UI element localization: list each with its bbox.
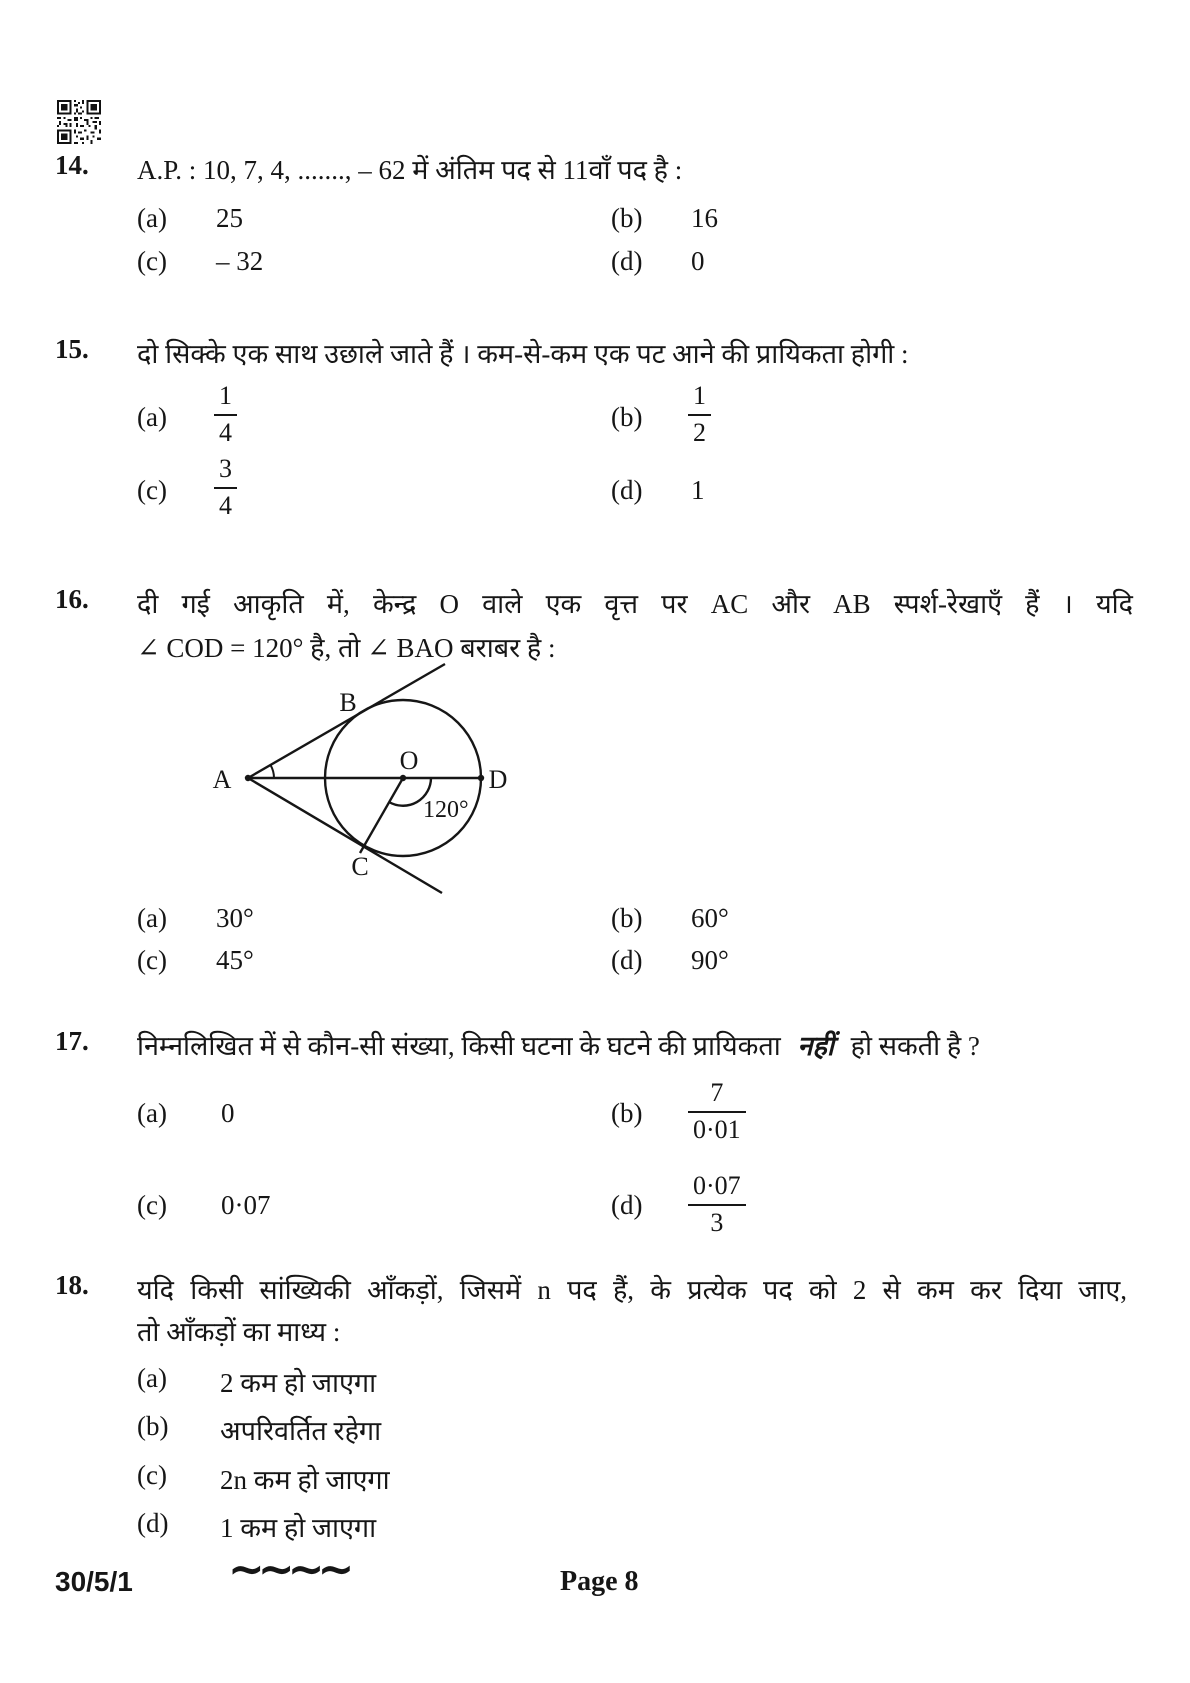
radius-OC (360, 778, 403, 853)
q17-option-a-label: (a) (137, 1098, 167, 1128)
q14-option-d-label: (d) (611, 246, 643, 276)
q17-option-b-fraction (688, 1078, 746, 1145)
q17-text-emphasis: नहीं (797, 1031, 834, 1061)
point-D (478, 775, 484, 781)
q15-option-a-label: (a) (137, 402, 167, 432)
q18-option-b-label: (b) (137, 1411, 169, 1441)
fraction-denominator: 0·01 (693, 1114, 741, 1144)
figure-label-D: D (488, 765, 508, 794)
q15-option-d-label: (d) (611, 475, 643, 505)
q14-option-a-label: (a) (137, 203, 167, 233)
q14-option-b-label: (b) (611, 203, 643, 233)
fraction-numerator: 7 (688, 1078, 746, 1113)
fraction-denominator: 4 (219, 490, 232, 520)
q16-option-c-label: (c) (137, 945, 167, 975)
q18-option-d-label: (d) (137, 1508, 169, 1538)
question-15-number: 15. (55, 334, 89, 364)
question-18-number: 18. (55, 1270, 89, 1300)
question-16-text-line1: दी गई आकृति में, केन्द्र O वाले एक वृत्त पर AC और AB स्पर्श-रेखाएँ हैं । यदि (137, 589, 1133, 619)
figure-label-C: C (351, 852, 369, 881)
q16-option-b-value: 60° (691, 903, 729, 933)
fraction-numerator: 3 (214, 454, 237, 489)
q15-option-c-fraction (214, 454, 237, 521)
q14-option-c-label: (c) (137, 246, 167, 276)
q16-option-b-label: (b) (611, 903, 643, 933)
q18-option-a-label: (a) (137, 1363, 167, 1393)
question-14-text: A.P. : 10, 7, 4, ......., – 62 में अंतिम पद से 11वाँ पद है : (137, 155, 683, 185)
q16-option-c-value: 45° (216, 945, 254, 975)
question-18-text-line2: तो आँकड़ों का माध्य : (137, 1317, 341, 1347)
q17-option-c-label: (c) (137, 1190, 167, 1220)
fraction-numerator: 1 (688, 381, 711, 416)
q18-option-a-value: 2 कम हो जाएगा (220, 1368, 377, 1398)
q18-option-b-value: अपरिवर्तित रहेगा (220, 1416, 382, 1446)
q17-text-before: निम्नलिखित में से कौन-सी संख्या, किसी घटना के घटने की प्रायिकता (137, 1031, 781, 1061)
fraction-denominator: 4 (219, 417, 232, 447)
footer-paper-code: 30/5/1 (55, 1566, 133, 1597)
q15-option-b-label: (b) (611, 402, 643, 432)
point-A (245, 775, 251, 781)
question-16-text-line2: ∠ COD = 120° है, तो ∠ BAO बराबर है : (137, 633, 556, 663)
angle-arc-A (271, 765, 275, 778)
q17-text-after: हो सकती है ? (850, 1031, 980, 1061)
q18-option-c-label: (c) (137, 1460, 167, 1490)
question-16-number: 16. (55, 584, 89, 614)
question-18-text-line1: यदि किसी सांख्यिकी आँकड़ों, जिसमें n पद हैं, के प्रत्येक पद को 2 से कम कर दिया जाए, (137, 1275, 1127, 1305)
qr-code (57, 100, 101, 144)
q14-option-c-value: – 32 (216, 246, 264, 276)
circle-tangents-figure (180, 655, 510, 905)
question-17-number: 17. (55, 1026, 89, 1056)
q15-option-b-fraction (688, 381, 711, 448)
q17-option-d-label: (d) (611, 1190, 643, 1220)
fraction-numerator: 0·07 (688, 1171, 746, 1206)
q15-option-c-label: (c) (137, 475, 167, 505)
q16-option-d-value: 90° (691, 945, 729, 975)
q17-option-c-value: 0·07 (221, 1190, 271, 1220)
q14-option-b-value: 16 (691, 203, 718, 233)
q15-option-d-value: 1 (691, 475, 705, 505)
footer-page-label: Page 8 (560, 1566, 639, 1597)
figure-angle-label: 120° (423, 797, 469, 823)
point-O (400, 775, 406, 781)
question-15-text: दो सिक्के एक साथ उछाले जाते हैं । कम-से-कम एक पट आने की प्रायिकता होगी : (137, 339, 909, 369)
q16-option-a-value: 30° (216, 903, 254, 933)
figure-label-A: A (212, 765, 232, 794)
q17-option-d-fraction (688, 1171, 746, 1238)
question-14-number: 14. (55, 150, 89, 180)
q15-option-a-fraction (214, 381, 237, 448)
fraction-denominator: 3 (710, 1207, 724, 1237)
tangent-AC (248, 778, 442, 893)
q14-option-d-value: 0 (691, 246, 705, 276)
figure-label-O: O (399, 746, 419, 775)
figure-label-B: B (339, 688, 357, 717)
q17-option-a-value: 0 (221, 1098, 235, 1128)
squiggle-separator: ∼∼∼∼ (228, 1544, 348, 1595)
q18-option-d-value: 1 कम हो जाएगा (220, 1513, 377, 1543)
q14-option-a-value: 25 (216, 203, 243, 233)
fraction-denominator: 2 (693, 417, 706, 447)
q16-option-a-label: (a) (137, 903, 167, 933)
fraction-numerator: 1 (214, 381, 237, 416)
q17-option-b-label: (b) (611, 1098, 643, 1128)
question-17-text (137, 1026, 980, 1063)
q18-option-c-value: 2n कम हो जाएगा (220, 1465, 390, 1495)
q16-option-d-label: (d) (611, 945, 643, 975)
